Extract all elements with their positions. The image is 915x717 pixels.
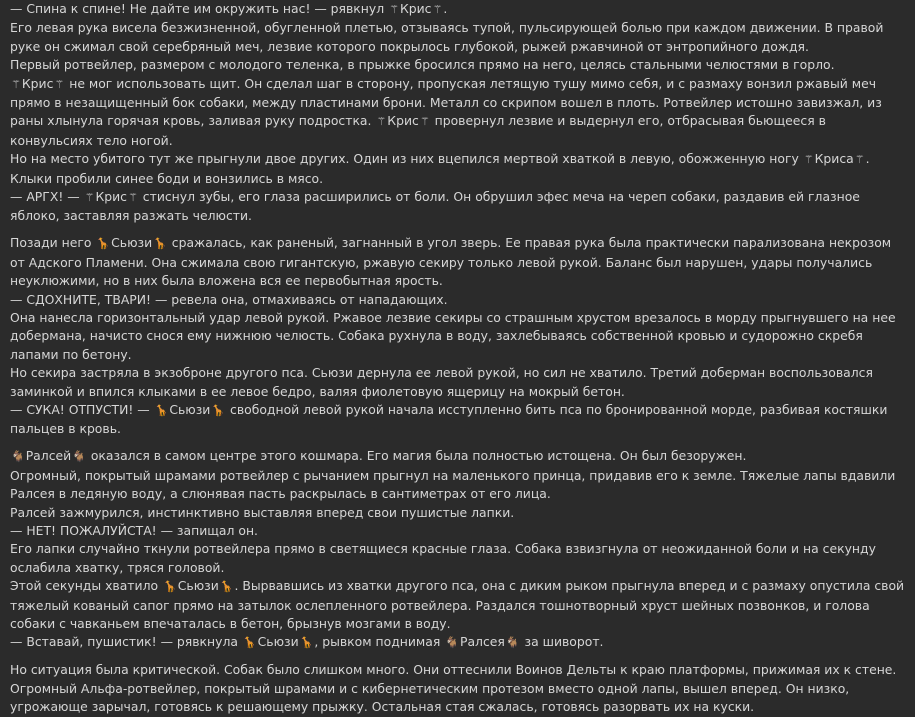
story-line (10, 540, 908, 577)
kris-icon: ⚚ (419, 115, 430, 129)
siuzi-icon: 🦒 (211, 404, 226, 418)
text-segment: Крис (399, 1, 432, 16)
story-paragraph (10, 234, 908, 438)
story-line (10, 522, 908, 540)
story-line (10, 0, 908, 19)
text-segment: Но ситуация была критической. Собак было слишком много. Они оттеснили Воинов Дельты к краю платформы, прижимая их к стене. (10, 662, 897, 678)
text-segment: Но на место убитого тут же прыгнули двое других. Один из них вцепился мертвой хваткой в левую, обожженную ногу (10, 151, 803, 167)
story-line (10, 188, 908, 226)
story-line (10, 19, 908, 56)
text-segment: Крис (387, 113, 419, 129)
kris-icon: ⚚ (432, 3, 443, 16)
story-line (10, 633, 908, 652)
story-line (10, 291, 908, 309)
text-segment: Сьюзи (257, 634, 299, 650)
story-paragraph (10, 661, 908, 716)
siuzi-icon: 🦒 (96, 237, 111, 251)
story-line (10, 401, 908, 439)
text-segment: — СУКА! ОТПУСТИ! — (10, 402, 154, 418)
text-segment: — СДОХНИТЕ, ТВАРИ! — ревела она, отмахиваясь от нападающих. (10, 291, 448, 307)
text-segment: Но секира застряла в экзоброне другого пса. Сьюзи дернула ее левой рукой, но сил не хватило. Третий доберман воспользовался заминкой и впился клыками в ее левое бедро, валяя фиолетовую ящерицу на мокрый бетон. (10, 365, 873, 399)
siuzi-icon: 🦒 (163, 580, 177, 594)
kris-icon: ⚚ (54, 77, 65, 91)
text-segment: не мог использовать щит. Он сделал шаг в сторону, пропуская летящую тушу мимо себя, и с размаху вонзил ржавый меч прямо в незащищенный бок собаки, между пластинами брони. Металл со скрипом вошел в плоть. Ротвейлер истошно завизжал, из раны хлынула горячая кровь, заливая руку подростка. (10, 75, 882, 129)
text-segment: Ралсей зажмурился, инстинктивно выставляя вперед свои пушистые лапки. (10, 504, 515, 520)
text-segment: Крис (95, 189, 127, 205)
text-segment: стиснул зубы, его глаза расширились от боли. Он обрушил эфес меча на череп собаки, раздавив ей глазное яблоко, заставляя разжать челюсти. (10, 189, 860, 224)
text-segment: Его лапки случайно ткнули ротвейлера прямо в светящиеся красные глаза. Собака взвизгнула от неожиданной боли и на секунду ослабила хватку, тряся головой. (10, 541, 876, 575)
text-segment: провернул лезвие и выдернул его, отбрасывая бьющееся в конвульсиях тело ногой. (10, 113, 826, 148)
text-segment: — НЕТ! ПОЖАЛУЙСТА! — запищал он. (10, 522, 258, 538)
siuzi-icon: 🦒 (153, 237, 167, 251)
text-segment: Первый ротвейлер, размером с молодого теленка, в прыжке бросился прямо на него, целясь стальными челюстями в горло. (10, 57, 835, 73)
kris-icon: ⚚ (803, 153, 814, 167)
siuzi-icon: 🦒 (299, 636, 314, 650)
siuzi-icon: 🦒 (154, 404, 169, 418)
text-segment: Сьюзи (169, 402, 211, 418)
story-line (10, 661, 908, 679)
story-line (10, 447, 908, 466)
text-segment: Крис (21, 75, 54, 91)
story-line (10, 56, 908, 74)
text-segment: Она нанесла горизонтальный удар левой рукой. Ржавое лезвие секиры со страшным хрустом врезалось в морду прыгнувшего на нее добермана, начисто снося ему нижнюю челюсть. Собака рухнула в воду, захлебываясь собственной кровью и судорожно скребя лапами по бетону. (10, 310, 896, 362)
text-segment: за шиворот. (520, 634, 604, 650)
text-segment: , рывком поднимая (314, 634, 445, 650)
kris-icon: ⚚ (84, 191, 95, 205)
kris-icon: ⚚ (127, 191, 138, 205)
story-line (10, 234, 908, 290)
story-line (10, 504, 908, 522)
text-segment: Сьюзи (111, 235, 153, 251)
text-segment: Криса (814, 151, 854, 167)
text-segment: . Вырвавшись из хватки другого пса, она с диким рыком прыгнула вперед и с размаху опустила свой тяжелый кованый сапог прямо на затылок ослепленного ротвейлера. Раздался тошнотворный хруст шейных позвонков, и голова собаки с чавканьем впечаталась в бетон, брызнув мозгами в воду. (10, 578, 905, 631)
story-line (10, 364, 908, 401)
ralsei-icon: 🐐 (445, 636, 459, 650)
text-segment: Ралсей (25, 448, 72, 464)
kris-icon: ⚚ (11, 77, 21, 91)
text-segment: свободной левой рукой начала исступленно бить пса по бронированной морде, разбивая костяшки пальцев в кровь. (10, 402, 888, 437)
text-segment: Этой секунды хватило (10, 578, 163, 594)
text-segment: Позади него (10, 235, 96, 251)
text-segment: . (443, 1, 448, 16)
text-segment: — Вставай, пушистик! — рявкнула (10, 634, 242, 650)
ralsei-icon: 🐐 (505, 636, 520, 650)
ralsei-icon: 🐐 (72, 450, 86, 464)
story-line (10, 467, 908, 504)
text-segment: . Клыки пробили синее боди и вонзились в мясо. (10, 151, 870, 186)
text-segment: Ралсея (459, 634, 505, 650)
text-segment: сражалась, как раненый, загнанный в угол зверь. Ее правая рука была практически парализована некрозом от Адского Пламени. Она сжимала свою гигантскую, ржавую секиру только левой рукой. Баланс был нарушен, удары получались неуклюжими, но в них была вложена вся ее первобытная ярость. (10, 235, 892, 289)
kris-icon: ⚚ (854, 153, 865, 167)
story-line (10, 680, 908, 717)
text-segment: Сьюзи (177, 578, 219, 594)
story-line (10, 309, 908, 364)
text-segment: Огромный, покрытый шрамами ротвейлер с рычанием прыгнул на маленького принца, придавив его к земле. Тяжелые лапы вдавили Ралсея в ледяную воду, а слюнявая пасть раскрылась в сантиметрах от его лица. (10, 467, 896, 502)
story-line (10, 150, 908, 188)
text-segment: Его левая рука висела безжизненной, обугленной плетью, отзываясь тупой, пульсирующей болью при каждом движении. В правой руке он сжимал свой серебряный меч, лезвие которого покрылось глубокой, рыжей ржавчиной от энтропийного дождя. (10, 20, 884, 54)
siuzi-icon: 🦒 (219, 580, 234, 594)
text-segment: Огромный Альфа-ротвейлер, покрытый шрамами и с кибернетическим протезом вместо одной лапы, вышел вперед. Он низко, угрожающе зарычал, готовясь к решающему прыжку. Остальная стая сжалась, готовясь разорвать их на куски. (10, 680, 850, 715)
text-segment: оказался в самом центре этого кошмара. Его магия была полностью истощена. Он был безоружен. (86, 448, 747, 464)
text-segment: — Спина к спине! Не дайте им окружить нас! — рявкнул (10, 1, 389, 16)
story-paragraph (10, 447, 908, 652)
kris-icon: ⚚ (376, 115, 387, 129)
ralsei-icon: 🐐 (11, 450, 25, 464)
story-paragraph (10, 0, 908, 226)
text-segment: — АРГХ! — (10, 189, 84, 205)
kris-icon: ⚚ (389, 3, 399, 16)
siuzi-icon: 🦒 (242, 636, 257, 650)
story-line (10, 75, 908, 151)
story-line (10, 577, 908, 633)
